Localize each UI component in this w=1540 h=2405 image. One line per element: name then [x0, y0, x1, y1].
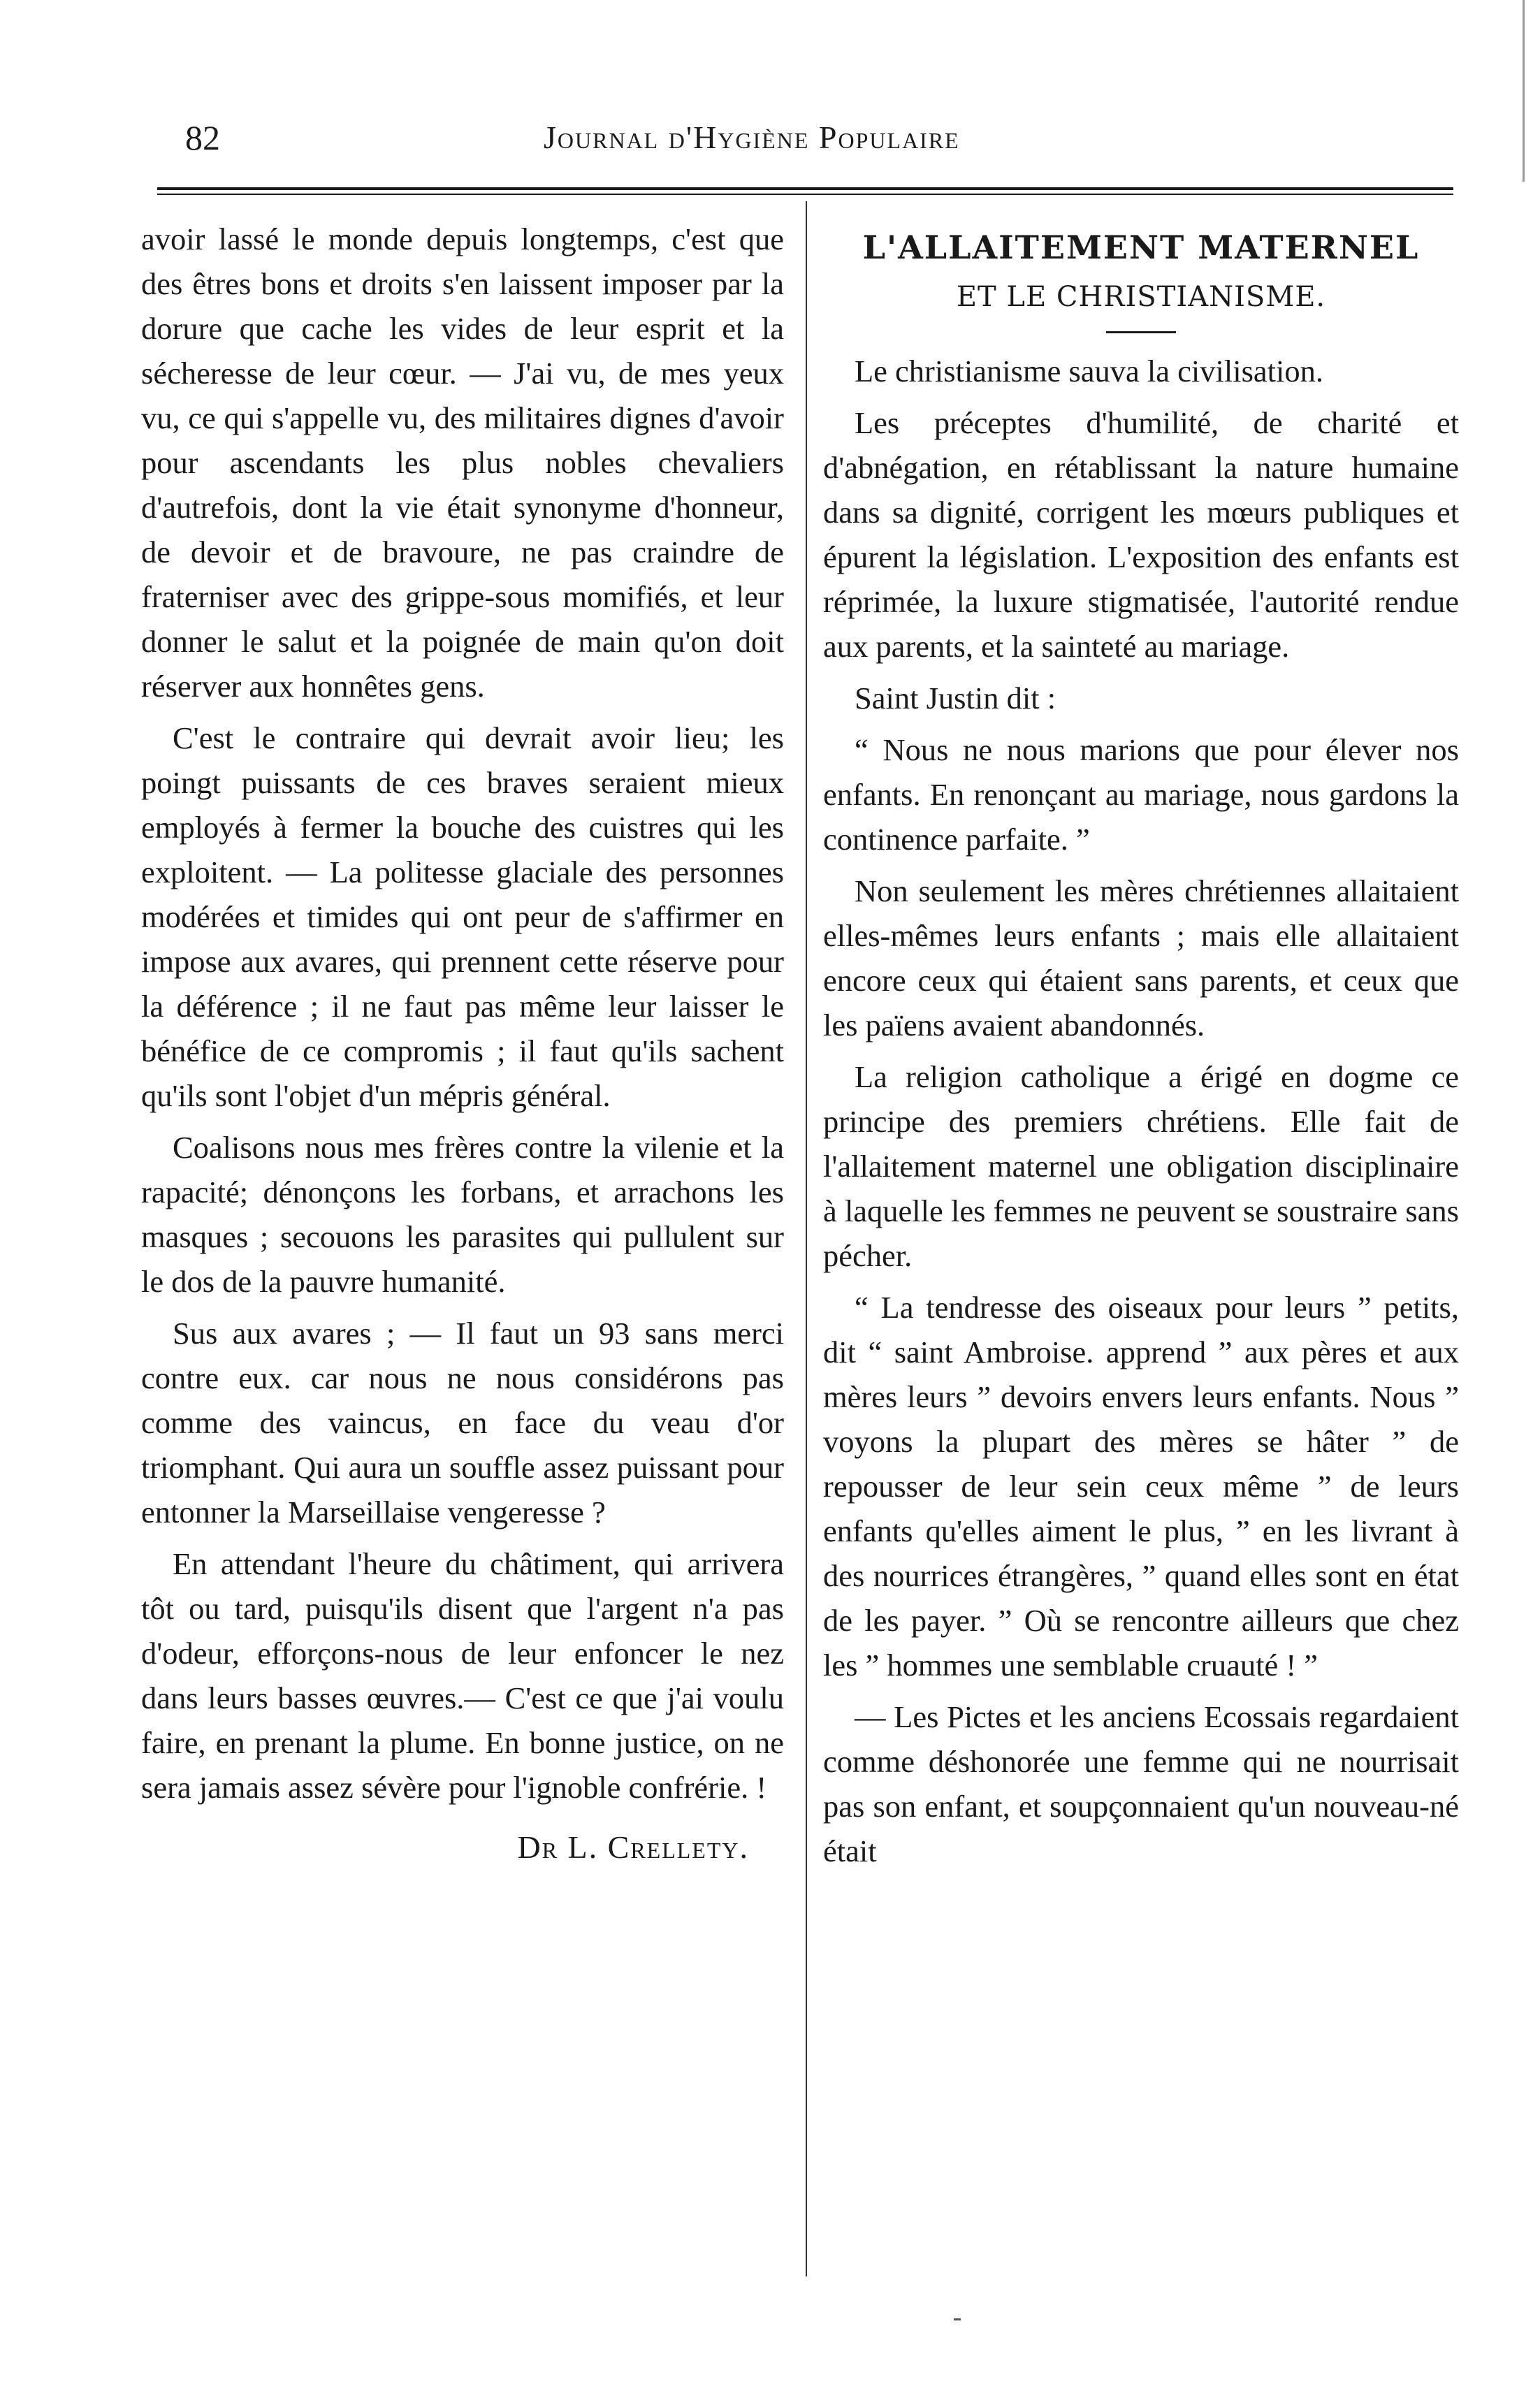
left-paragraph-3: Coalisons nous mes frères contre la vilenie et la rapacité; dénonçons les forbans, et arrachons les masques ; secouons les parasites qui pullulent sur le dos de la pauvre humanité. — [141, 1130, 784, 1299]
left-paragraph-5: En attendant l'heure du châtiment, qui arrivera tôt ou tard, puisqu'ils disent que l'argent n'a pas d'odeur, efforçons-nous de leur enfoncer le nez dans leurs basses œuvres.— C'est ce que j'ai voulu faire, en prenant la plume. En bonne justice, on ne sera jamais assez sévère pour l'ignoble confrérie. ! — [141, 1546, 784, 1805]
left-paragraph-1: avoir lassé le monde depuis longtemps, c'est que des êtres bons et droits s'en laissent imposer par la dorure que cache les vides de leur esprit et la sécheresse de leur cœur. — J'ai vu, de mes yeux vu, ce qui s'appelle vu, des militaires dignes d'avoir pour ascendants les plus nobles chevaliers d'autrefois, dont la vie était synonyme d'honneur, de devoir et de bravoure, ne pas craindre de fraterniser avec des grippe-sous momifiés, et leur donner le salut et la poignée de main qu'on doit réserver aux honnêtes gens. — [141, 221, 784, 704]
right-paragraph-2: Les préceptes d'humilité, de charité et d'abnégation, en rétablissant la nature humaine dans sa dignité, corrigent les mœurs publiques et épurent la législation. L'exposition des enfants est réprimée, la luxure stigmatisée, l'autorité rendue aux parents, et la sainteté au mariage. — [823, 405, 1459, 664]
page-edge-mark — [1523, 0, 1525, 182]
right-paragraph-8: — Les Pictes et les anciens Ecossais regardaient comme déshonorée une femme qui ne nourrisait pas son enfant, et soupçonnaient qu'un nouveau-né était — [823, 1699, 1459, 1868]
header-rule — [157, 187, 1453, 190]
left-paragraph-2: C'est le contraire qui devrait avoir lieu; les poingt puissants de ces braves seraient mieux employés à fermer la bouche des cuistres qui les exploitent. — La politesse glaciale des personnes modérées et timides qui ont peur de s'affirmer en impose aux avares, qui prennent cette réserve pour la déférence ; il ne faut pas même leur laisser le bénéfice de ce compromis ; il faut qu'ils sachent qu'ils sont l'objet d'un mépris général. — [141, 720, 784, 1113]
article-title: L'ALLAITEMENT MATERNEL — [862, 228, 1420, 266]
left-paragraph-4: Sus aux avares ; — Il faut un 93 sans merci contre eux. car nous ne nous considérons pas comme des vaincus, en face du veau d'or triomphant. Qui aura un souffle assez puissant pour entonner la Marseillaise vengeresse ? — [141, 1316, 784, 1530]
title-separator-rule — [1106, 331, 1176, 333]
right-paragraph-4: “ Nous ne nous marions que pour élever nos enfants. En renonçant au mariage, nous gardons la continence parfaite. ” — [823, 732, 1459, 857]
print-speck — [954, 2318, 961, 2320]
running-title: Journal d'Hygiène Populaire — [544, 119, 960, 155]
header-rule-thin — [157, 194, 1453, 195]
right-paragraph-3: Saint Justin dit : — [855, 681, 1056, 715]
left-column — [141, 217, 784, 1870]
article-subtitle: ET LE CHRISTIANISME. — [956, 281, 1326, 313]
right-paragraph-7: “ La tendresse des oiseaux pour leurs ” petits, dit “ saint Ambroise. apprend ” aux pères et aux mères leurs ” devoirs envers leurs enfants. Nous ” voyons la plupart des mères se hâter ” de repousser de leur sein ceux même ” de leurs enfants qu'elles aiment le plus, ” en les livrant à des nourrices étrangères, ” quand elles sont en état de les payer. ” Où se rencontre ailleurs que chez les ” hommes une semblable cruauté ! ” — [823, 1290, 1459, 1683]
right-paragraph-1: Le christianisme sauva la civilisation. — [855, 354, 1324, 388]
right-paragraph-5: Non seulement les mères chrétiennes allaitaient elles-mêmes leurs enfants ; mais elle allaitaient encore ceux qui étaient sans parents, et ceux que les païens avaient abandonnés. — [823, 873, 1459, 1042]
author-signature: Dr L. Crellety. — [517, 1829, 749, 1865]
page-number: 82 — [185, 118, 220, 157]
right-paragraph-6: La religion catholique a érigé en dogme ce principe des premiers chrétiens. Elle fait de l'allaitement maternel une obligation disciplinaire à laquelle les femmes ne peuvent se soustraire sans pécher. — [823, 1059, 1459, 1273]
column-divider — [806, 201, 807, 2276]
right-column — [823, 221, 1459, 1880]
